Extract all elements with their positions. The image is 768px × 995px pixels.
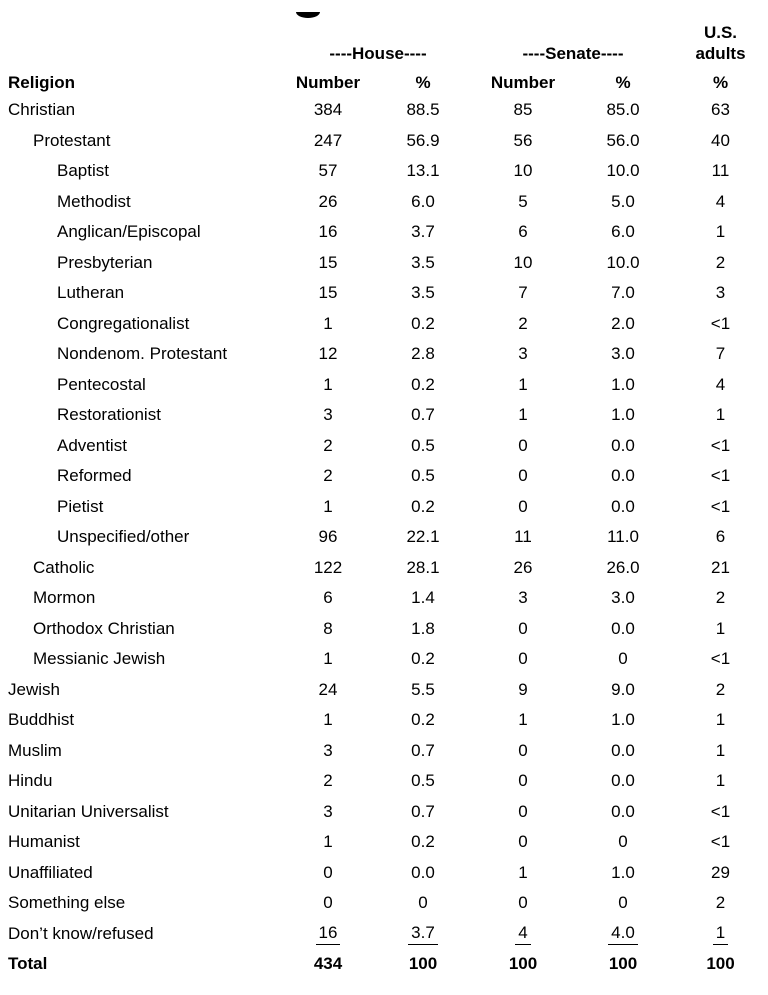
row-value: 1 xyxy=(715,618,726,638)
row-value: 0 xyxy=(418,893,428,913)
table-row xyxy=(0,309,768,340)
row-value: 384 xyxy=(313,100,343,120)
row-value: 247 xyxy=(313,130,343,150)
us-pct-column-header: % xyxy=(712,73,729,92)
row-value: 1 xyxy=(715,710,726,730)
row-value: 1.0 xyxy=(611,374,635,394)
table-row xyxy=(0,644,768,675)
row-value: 0.0 xyxy=(611,618,635,638)
page xyxy=(0,12,768,995)
row-value: 11 xyxy=(711,161,730,181)
table-row xyxy=(0,522,768,553)
row-value: 0 xyxy=(323,862,333,882)
table-body xyxy=(0,95,768,980)
row-value: 15 xyxy=(318,252,338,272)
row-value: 8 xyxy=(323,618,333,638)
row-value: 26 xyxy=(513,557,533,577)
row-value: 9 xyxy=(518,679,528,699)
us-adults-line1: U.S. xyxy=(703,23,738,42)
row-value: 1 xyxy=(518,710,528,730)
house-number-column-header: Number xyxy=(295,73,361,92)
row-value: 0 xyxy=(518,801,528,821)
underlined-value: 4.0 xyxy=(608,923,638,945)
row-value: 0.0 xyxy=(411,862,435,882)
table-row xyxy=(0,187,768,218)
row-value: 1 xyxy=(715,222,726,242)
row-value: 0.2 xyxy=(411,313,435,333)
row-value: <1 xyxy=(710,649,731,669)
row-value: 1.4 xyxy=(411,588,435,608)
row-value: 1 xyxy=(715,740,726,760)
us-adults-group-header xyxy=(673,22,768,64)
row-value: 1 xyxy=(715,771,726,791)
row-value: 11.0 xyxy=(607,527,639,547)
row-value: <1 xyxy=(710,496,731,516)
row-value: 85 xyxy=(513,100,533,120)
row-value: 1 xyxy=(323,710,333,730)
row-value: 1 xyxy=(518,374,528,394)
row-value: 0.0 xyxy=(611,435,635,455)
row-value: 0 xyxy=(518,649,528,669)
row-label: Unaffiliated xyxy=(8,862,93,882)
senate-group-header: ----Senate---- xyxy=(522,44,624,63)
row-value: 1 xyxy=(323,832,333,852)
row-value: 0 xyxy=(618,649,628,669)
row-value xyxy=(573,923,673,945)
table-row xyxy=(0,949,768,980)
row-value: 100 xyxy=(608,954,638,974)
row-value: 5.0 xyxy=(611,191,635,211)
row-value: 7.0 xyxy=(611,283,635,303)
row-value: 3 xyxy=(323,405,333,425)
row-value: 0 xyxy=(518,771,528,791)
row-value: 0.5 xyxy=(411,466,435,486)
row-value: 24 xyxy=(318,679,338,699)
row-value: 9.0 xyxy=(611,679,635,699)
house-group-header: ----House---- xyxy=(329,44,427,63)
row-value: 0 xyxy=(518,496,528,516)
row-label: Jewish xyxy=(8,679,60,699)
row-value: 0 xyxy=(618,893,628,913)
row-value: 10.0 xyxy=(606,161,640,181)
row-value: <1 xyxy=(710,832,731,852)
row-label: Pietist xyxy=(57,496,104,516)
column-header-row xyxy=(0,64,768,95)
row-value: 6 xyxy=(518,222,528,242)
row-value: 100 xyxy=(508,954,538,974)
row-value: 1.0 xyxy=(611,862,635,882)
row-label: Congregationalist xyxy=(57,313,190,333)
row-value: 29 xyxy=(711,862,730,882)
row-label: Total xyxy=(8,954,48,974)
row-value: 2 xyxy=(518,313,528,333)
underlined-value: 3.7 xyxy=(408,923,438,945)
table-row xyxy=(0,248,768,279)
row-value: 10.0 xyxy=(606,252,640,272)
row-label: Restorationist xyxy=(57,405,161,425)
table-row xyxy=(0,461,768,492)
row-value: 3.7 xyxy=(411,222,435,242)
row-value: 6 xyxy=(715,527,726,547)
row-label: Nondenom. Protestant xyxy=(57,344,228,364)
row-label: Adventist xyxy=(57,435,127,455)
row-value xyxy=(373,923,473,945)
row-value: 0 xyxy=(518,435,528,455)
row-label: Lutheran xyxy=(57,283,125,303)
row-value: 0.2 xyxy=(411,710,435,730)
row-value: 88.5 xyxy=(406,100,440,120)
table-row xyxy=(0,95,768,126)
row-label: Anglican/Episcopal xyxy=(57,222,201,242)
row-value: 0.7 xyxy=(411,801,435,821)
row-value: 0 xyxy=(518,618,528,638)
table-row xyxy=(0,888,768,919)
row-value: 0.2 xyxy=(411,374,435,394)
row-value: 12 xyxy=(318,344,338,364)
table-row xyxy=(0,705,768,736)
row-value: 3.5 xyxy=(411,252,435,272)
row-value: 3 xyxy=(518,344,528,364)
row-label: Humanist xyxy=(8,832,80,852)
table-row xyxy=(0,675,768,706)
underlined-value: 4 xyxy=(515,923,530,945)
row-value: 56.0 xyxy=(606,130,640,150)
table-row xyxy=(0,583,768,614)
table-row xyxy=(0,614,768,645)
row-value: 0.2 xyxy=(411,832,435,852)
row-value: 0.0 xyxy=(611,496,635,516)
row-value: 1 xyxy=(323,313,333,333)
table-row xyxy=(0,858,768,889)
table-row xyxy=(0,126,768,157)
row-value: 0 xyxy=(518,893,528,913)
table-row xyxy=(0,278,768,309)
row-value: 6.0 xyxy=(611,222,635,242)
row-label: Protestant xyxy=(33,130,111,150)
row-label: Orthodox Christian xyxy=(33,618,175,638)
row-value: 100 xyxy=(706,954,735,974)
row-label: Presbyterian xyxy=(57,252,153,272)
row-value: 56.9 xyxy=(406,130,440,150)
row-value: 1.8 xyxy=(411,618,435,638)
row-value: 10 xyxy=(513,252,533,272)
row-value: <1 xyxy=(710,466,731,486)
row-value: 2 xyxy=(715,679,726,699)
table-row xyxy=(0,553,768,584)
row-value: 0.0 xyxy=(611,740,635,760)
row-value: 15 xyxy=(318,283,338,303)
row-value: 11 xyxy=(514,527,532,547)
row-label: Reformed xyxy=(57,466,132,486)
row-value: 5 xyxy=(518,191,528,211)
row-value: 0 xyxy=(518,832,528,852)
row-value: 40 xyxy=(711,130,730,150)
row-value: 1 xyxy=(518,405,528,425)
row-value: 434 xyxy=(313,954,343,974)
row-value: 56 xyxy=(513,130,533,150)
row-value: 1 xyxy=(323,649,333,669)
row-value: 57 xyxy=(318,161,338,181)
row-label: Christian xyxy=(8,100,76,120)
row-value: 3 xyxy=(715,283,726,303)
table-row xyxy=(0,736,768,767)
row-value: 2.8 xyxy=(411,344,435,364)
us-adults-line2: adults xyxy=(695,44,746,63)
row-value: 2 xyxy=(715,252,726,272)
row-value: 28.1 xyxy=(406,557,440,577)
row-value: 1.0 xyxy=(611,710,635,730)
table-row xyxy=(0,797,768,828)
senate-number-column-header: Number xyxy=(490,73,556,92)
row-label: Catholic xyxy=(33,557,95,577)
row-label: Muslim xyxy=(8,740,62,760)
row-value: 26 xyxy=(318,191,338,211)
row-value: 3 xyxy=(323,801,333,821)
row-value: 0.0 xyxy=(611,801,635,821)
column-group-row xyxy=(0,12,768,64)
table-row xyxy=(0,766,768,797)
row-value: 2 xyxy=(323,771,333,791)
row-value: 0 xyxy=(323,893,333,913)
row-label: Hindu xyxy=(8,771,53,791)
row-value: 0 xyxy=(618,832,628,852)
row-label: Unitarian Universalist xyxy=(8,801,169,821)
row-value: 0.7 xyxy=(411,405,435,425)
religion-column-header: Religion xyxy=(8,73,76,92)
table-row xyxy=(0,431,768,462)
row-value: 2 xyxy=(715,893,726,913)
table-row xyxy=(0,156,768,187)
row-value: 0.2 xyxy=(411,496,435,516)
row-value: 2 xyxy=(323,435,333,455)
row-value: 0.2 xyxy=(411,649,435,669)
senate-pct-column-header: % xyxy=(615,73,631,92)
row-value: 5.5 xyxy=(411,679,435,699)
row-label: Messianic Jewish xyxy=(33,649,166,669)
table-row xyxy=(0,827,768,858)
table-row xyxy=(0,217,768,248)
row-value: <1 xyxy=(710,313,731,333)
row-value: 10 xyxy=(513,161,533,181)
row-value: 1 xyxy=(518,862,528,882)
row-value: 96 xyxy=(318,527,338,547)
row-value xyxy=(473,923,573,945)
row-value: 7 xyxy=(518,283,528,303)
underlined-value: 16 xyxy=(316,923,341,945)
row-value: 7 xyxy=(715,344,726,364)
row-value: 3.0 xyxy=(611,344,635,364)
row-value xyxy=(283,923,373,945)
row-value: 22.1 xyxy=(406,527,440,547)
row-label: Methodist xyxy=(57,191,131,211)
row-value: 0.5 xyxy=(411,771,435,791)
row-label: Unspecified/other xyxy=(57,527,190,547)
row-value: 0.5 xyxy=(411,435,435,455)
row-value: 100 xyxy=(408,954,438,974)
row-value: 26.0 xyxy=(606,557,640,577)
row-value: 4 xyxy=(715,374,726,394)
row-value: 122 xyxy=(313,557,343,577)
row-label: Baptist xyxy=(57,161,109,181)
table-row xyxy=(0,492,768,523)
row-value: 1 xyxy=(715,405,726,425)
row-value: 0 xyxy=(518,740,528,760)
table-row xyxy=(0,919,768,950)
row-value: 6 xyxy=(323,588,333,608)
row-value: 16 xyxy=(318,222,338,242)
table-row xyxy=(0,370,768,401)
row-value: 6.0 xyxy=(411,191,435,211)
row-value: 3 xyxy=(518,588,528,608)
row-label: Mormon xyxy=(33,588,96,608)
row-label: Pentecostal xyxy=(57,374,146,394)
table-header xyxy=(0,12,768,95)
row-value: 0.7 xyxy=(411,740,435,760)
row-value: 0.0 xyxy=(611,466,635,486)
row-value: 4 xyxy=(715,191,726,211)
row-label: Don’t know/refused xyxy=(8,923,154,943)
row-value: 3.0 xyxy=(611,588,635,608)
row-value: 21 xyxy=(711,557,730,577)
row-value: 2 xyxy=(715,588,726,608)
underlined-value: 1 xyxy=(713,923,728,945)
house-pct-column-header: % xyxy=(415,73,431,92)
row-value: <1 xyxy=(710,435,731,455)
row-label: Something else xyxy=(8,893,126,913)
table-row xyxy=(0,339,768,370)
row-value: 63 xyxy=(711,100,730,120)
row-value: 1.0 xyxy=(611,405,635,425)
row-value: 2 xyxy=(323,466,333,486)
row-value: 1 xyxy=(323,496,333,516)
row-value: 2.0 xyxy=(611,313,635,333)
row-value: 0.0 xyxy=(611,771,635,791)
row-value: 85.0 xyxy=(606,100,640,120)
row-value: 0 xyxy=(518,466,528,486)
row-value xyxy=(673,923,768,945)
row-label: Buddhist xyxy=(8,710,75,730)
row-value: <1 xyxy=(710,801,731,821)
row-value: 1 xyxy=(323,374,333,394)
table-row xyxy=(0,400,768,431)
row-value: 3.5 xyxy=(411,283,435,303)
row-value: 13.1 xyxy=(406,161,440,181)
row-value: 3 xyxy=(323,740,333,760)
